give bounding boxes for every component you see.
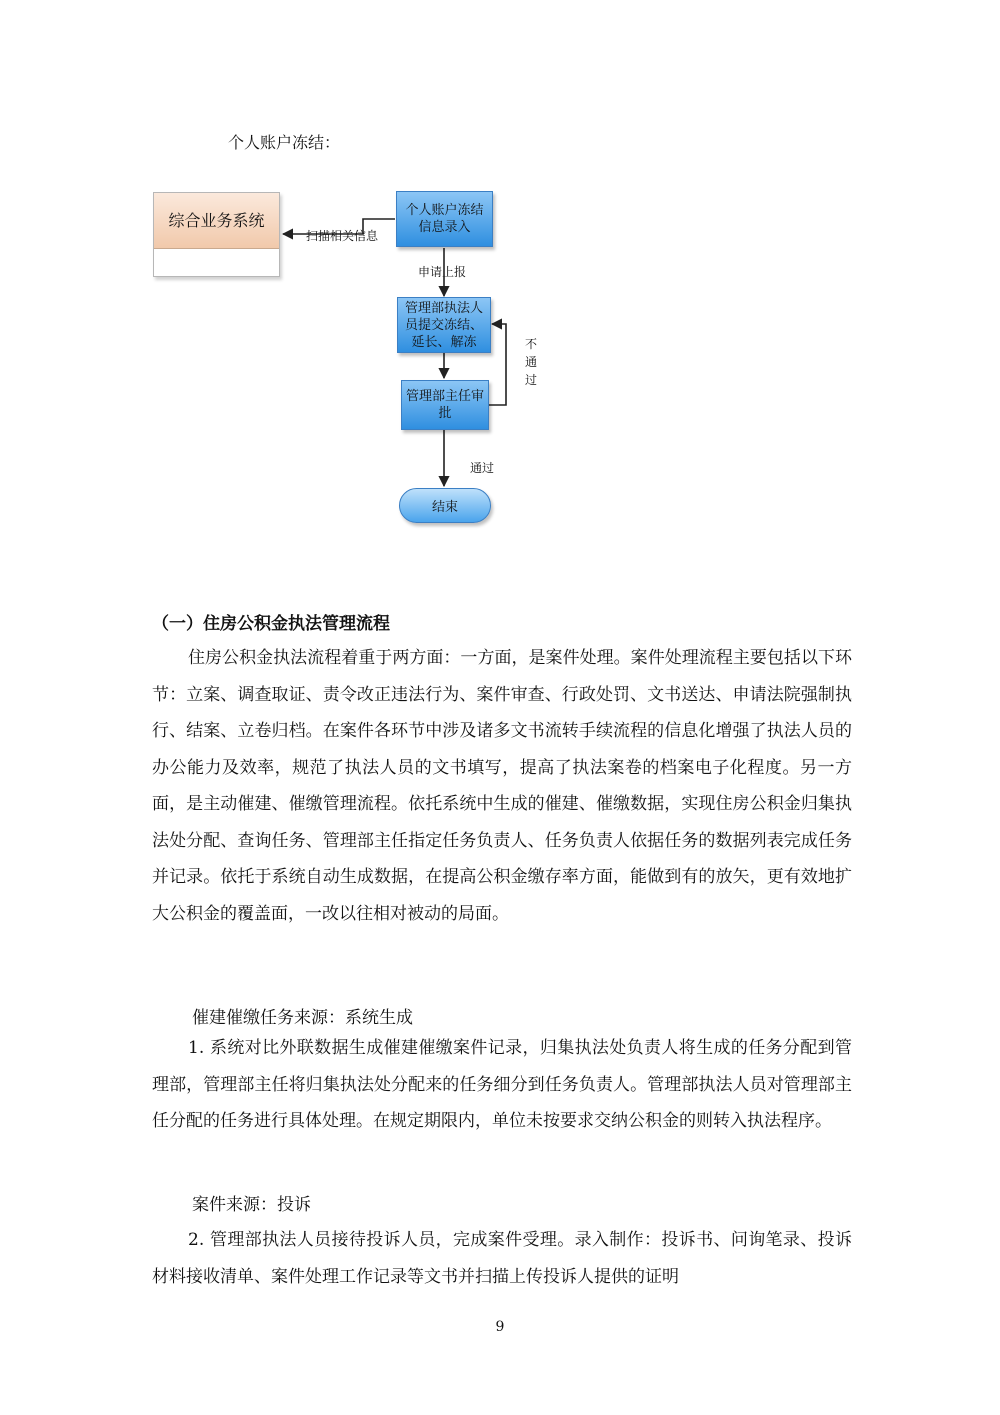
system-box-title: 综合业务系统 [154,193,279,249]
entry-box: 个人账户冻结信息录入 [396,191,493,247]
submit-box: 管理部执法人员提交冻结、延长、解冻 [397,297,491,353]
page-number: 9 [495,1319,505,1335]
end-box: 结束 [399,488,491,523]
reject-label: 不通过 [524,337,537,387]
paragraph-2: 1. 系统对比外联数据生成催建催缴案件记录，归集执法处负责人将生成的任务分配到管理部，管理部主任将归集执法处分配来的任务细分到任务负责人。管理部执法人员对管理部主任分配的任务进行具体处理。在规定期限内，单位未按要求交纳公积金的则转入执法程序。 [152,1038,852,1131]
flowchart-caption: 个人账户冻结： [228,133,341,152]
pass-label: 通过 [470,461,495,475]
arrow-reject [489,324,506,405]
case-source-label: 案件来源：投诉 [192,1195,311,1215]
paragraph-3: 2. 管理部执法人员接待投诉人员，完成案件受理。录入制作：投诉书、问询笔录、投诉材料接收清单、案件处理工作记录等文书并扫描上传投诉人提供的证明 [152,1230,852,1287]
task-source-label: 催建催缴任务来源：系统生成 [192,1008,413,1028]
scan-label: 扫描相关信息 [306,229,379,243]
apply-label: 申请上报 [418,265,467,279]
paragraph-1: 住房公积金执法流程着重于两方面：一方面，是案件处理。案件处理流程主要包括以下环节：立案、调查取证、责令改正违法行为、案件审查、行政处罚、文书送达、申请法院强制执行、结案、立卷归档。在案件各环节中涉及诸多文书流转手续流程的信息化增强了执法人员的办公能力及效率，规范了执法人员的文书填写，提高了执法案卷的档案电子化程度。另一方面，是主动催建、催缴管理流程。依托系统中生成的催建、催缴数据，实现住房公积金归集执法处分配、查询任务、管理部主任指定任务负责人、任务负责人依据任务的数据列表完成任务并记录。依托于系统自动生成数据，在提高公积金缴存率方面，能做到有的放矢，更有效地扩大公积金的覆盖面，一改以往相对被动的局面。 [152,648,852,924]
approve-box: 管理部主任审批 [401,380,489,430]
section-heading: （一）住房公积金执法管理流程 [152,614,390,634]
system-box [153,192,280,277]
flowchart-connectors [0,0,1000,580]
